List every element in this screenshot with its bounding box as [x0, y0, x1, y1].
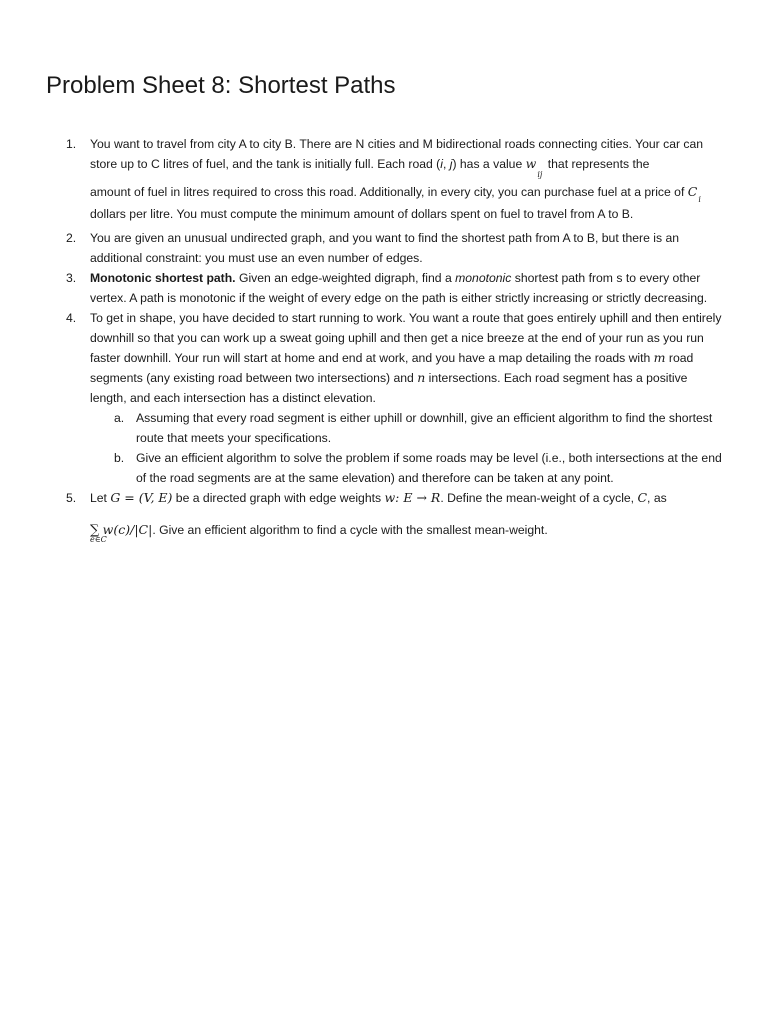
- problem-4: [60, 308, 726, 488]
- problem-heading: Monotonic shortest path.: [90, 271, 236, 285]
- math-subscript: i: [698, 195, 701, 204]
- problem-2: [60, 228, 726, 268]
- problem-1: [60, 134, 726, 224]
- math-subscript: ij: [537, 170, 543, 179]
- math-var: C: [687, 184, 698, 199]
- problem-list: [60, 134, 726, 544]
- problem-text: ,: [442, 157, 450, 171]
- problem-5: [60, 488, 726, 544]
- math-var: m: [653, 350, 666, 365]
- subproblem-letter: b.: [114, 451, 125, 465]
- math-var: n: [417, 370, 426, 385]
- problem-text: ) has a value: [452, 157, 526, 171]
- problem-text: . Define the mean-weight of a cycle,: [440, 491, 638, 505]
- math-var: C: [637, 490, 648, 505]
- sum-index: e∈C: [90, 535, 107, 544]
- problem-text: amount of fuel in litres required to cross this road. Additionally, in every city, you can purchase fuel at a price of: [90, 185, 685, 199]
- problem-number: 2.: [66, 231, 77, 245]
- subproblem-b: [90, 448, 726, 488]
- problem-text: You are given an unusual undirected graph, and you want to find the shortest path from A to B, but there is an additional constraint: you must use an even number of edges.: [90, 231, 680, 265]
- subproblem-letter: a.: [114, 411, 125, 425]
- problem-text: can store up to C litres of fuel, and the tank is initially full. Each road (: [90, 137, 704, 171]
- problem-text: intersections. Each road segment has a positive length, and each intersection has a distinct elevation.: [90, 371, 688, 405]
- math-expression: w: E → R: [384, 490, 441, 505]
- problem-text: , as: [647, 491, 667, 505]
- problem-text: be a directed graph with edge weights: [172, 491, 385, 505]
- problem-text: To get in shape, you have decided to start running to work. You want a route that goes entirely uphill and then entirely downhill so that you can work up a sweat going uphill and then get a nice breeze at the end of your run as you run faster downhill. Your run will start at home and end at work, and you have a map detailing the roads with: [90, 311, 722, 365]
- problem-number: 3.: [66, 271, 77, 285]
- math-var: w: [525, 156, 537, 171]
- problem-number: 4.: [66, 311, 77, 325]
- problem-text: road segments (any existing road between two intersections) and: [90, 351, 694, 385]
- problem-number: 5.: [66, 491, 77, 505]
- page-title: Problem Sheet 8: Shortest Paths: [46, 72, 396, 99]
- subproblem-text: Assuming that every road segment is either uphill or downhill, give an efficient algorithm to find the shortest route that meets your specifications.: [136, 411, 713, 445]
- math-var: j: [449, 157, 453, 171]
- math-expression: w(c)/|C|: [102, 522, 153, 537]
- problem-3: [60, 268, 726, 308]
- problem-text: Given an edge-weighted digraph, find a: [235, 271, 456, 285]
- problem-text: You want to travel from city A to city B. There are N cities and M bidirectional roads connecting cities. Your car: [90, 137, 681, 151]
- problem-number: 1.: [66, 137, 77, 151]
- problem-text: dollars per litre. You must compute the minimum amount of dollars spent on fuel to travel from A to B.: [90, 207, 634, 221]
- subproblem-a: [90, 408, 726, 448]
- emphasis-text: monotonic: [455, 271, 512, 285]
- math-var: i: [440, 157, 443, 171]
- subproblem-text: Give an efficient algorithm to solve the problem if some roads may be level (i.e., both intersections at the end of the road segments are at the same elevation) and therefore can be taken at any point.: [136, 451, 722, 485]
- problem-text: Let: [90, 491, 111, 505]
- problem-text: . Give an efficient algorithm to find a cycle with the smallest mean-weight.: [152, 523, 548, 537]
- subproblem-list: [90, 408, 726, 488]
- problem-text: shortest path from s to every other vertex. A path is monotonic if the weight of every edge on the path is either strictly increasing or strictly decreasing.: [90, 271, 708, 305]
- math-expression: G = (V, E): [110, 490, 173, 505]
- sum-formula: [90, 520, 726, 544]
- sum-symbol: ∑: [90, 523, 100, 538]
- problem-text: that represents the: [544, 157, 650, 171]
